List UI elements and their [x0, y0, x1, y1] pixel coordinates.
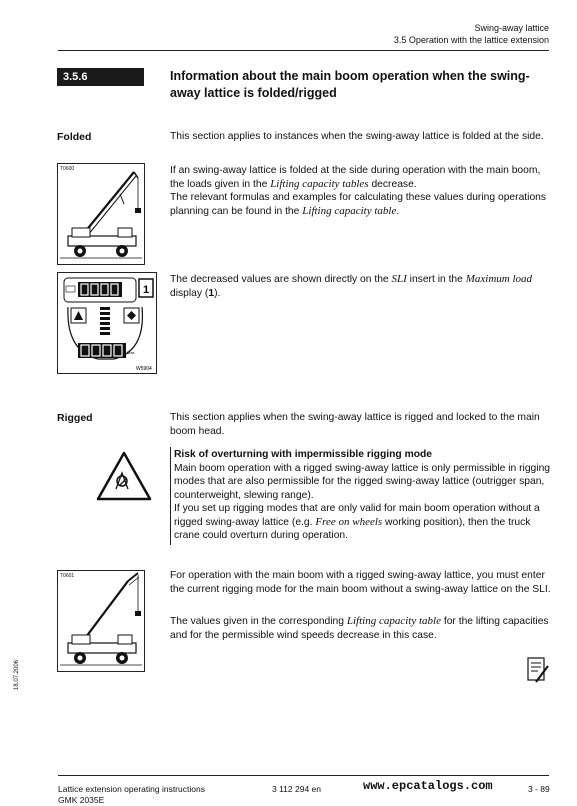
footer-model: GMK 2035E	[58, 795, 105, 805]
figure-crane-rigged	[57, 570, 145, 672]
side-date: 18.07.2006	[14, 659, 20, 690]
free-on-wheels-ref: Free on wheels	[315, 515, 383, 528]
folded-paragraph-2: If an swing-away lattice is folded at the side during operation with the main boom, the loads given in the Lifting capacity tables decrease.	[170, 165, 541, 190]
unit-label: Max	[127, 350, 135, 355]
warning-paragraph-1: Main boom operation with a rigged swing-away lattice is only permissible in rigging modes that are also permissible for the rigged swing-away lattice (outrigger span, counterweight, slewing range).	[174, 462, 551, 501]
rigged-paragraph-1: This section applies when the swing-away lattice is rigged and locked to the main boom head.	[170, 412, 540, 437]
maximum-load-ref: Maximum load	[465, 273, 533, 285]
notes-pencil-icon	[526, 656, 550, 684]
section-title: Information about the main boom operation when the swing-away lattice is folded/rigged	[170, 69, 530, 100]
sli-panel-illustration	[58, 273, 156, 373]
rigged-label: Rigged	[57, 412, 93, 424]
warning-border	[170, 447, 171, 545]
callout-ref: 1	[208, 287, 215, 299]
figure-id: W5904	[136, 366, 152, 372]
lifting-capacity-table-ref: Lifting capacity table	[346, 615, 441, 627]
warning-block	[174, 448, 555, 543]
folded-label: Folded	[57, 131, 92, 143]
footer-page-number: 3 - 89	[528, 784, 550, 794]
header-section: 3.5 Operation with the lattice extension	[393, 35, 549, 45]
rigged-paragraph-2: For operation with the main boom with a rigged swing-away lattice, you must enter the current rigging mode for the main boom without a swing-away lattice on the SLI.	[170, 570, 551, 595]
footer-doc-number: 3 112 294 en	[272, 784, 321, 794]
header-divider	[58, 50, 549, 51]
lifting-capacity-table-ref: Lifting capacity table	[302, 204, 397, 217]
sli-ref: SLI	[391, 273, 407, 285]
rigged-paragraph-3: The values given in the corresponding Lifting capacity table for the lifting capacities and for the permissible wind speeds decrease in this case.	[170, 615, 549, 641]
figure-sli-display	[57, 272, 157, 374]
section-number: 3.5.6	[57, 68, 144, 86]
page-header	[394, 22, 549, 46]
footer-doc-title: Lattice extension operating instructions	[58, 784, 205, 794]
warning-paragraph-2: If you set up rigging modes that are only valid for main boom operation without a rigged swing-away lattice (e.g. Free on wheels working position), then the truck crane could overturn during operation.	[174, 503, 540, 541]
crane-rigged-illustration	[58, 571, 144, 671]
footer-left	[58, 784, 205, 806]
folded-paragraph-4: The decreased values are shown directly on the SLI insert in the Maximum load display (1).	[170, 273, 533, 299]
callout-number: 1	[143, 284, 150, 296]
figure-id: T0601	[60, 573, 75, 579]
figure-id: T0600	[60, 166, 75, 172]
figure-crane-folded	[57, 163, 145, 265]
lifting-capacity-tables-ref: Lifting capacity tables	[270, 177, 369, 190]
folded-paragraph-1: This section applies to instances when the swing-away lattice is folded at the side.	[170, 131, 544, 142]
warning-title: Risk of overturning with impermissible rigging mode	[174, 449, 433, 460]
folded-paragraph-3: The relevant formulas and examples for calculating these values during operations planning can be found in the Lifting capacity table.	[170, 192, 547, 217]
warning-triangle-icon	[96, 451, 152, 501]
footer-watermark: www.epcatalogs.com	[363, 779, 493, 793]
crane-folded-illustration	[58, 164, 144, 264]
footer-divider	[58, 775, 549, 776]
header-chapter: Swing-away lattice	[474, 23, 549, 33]
